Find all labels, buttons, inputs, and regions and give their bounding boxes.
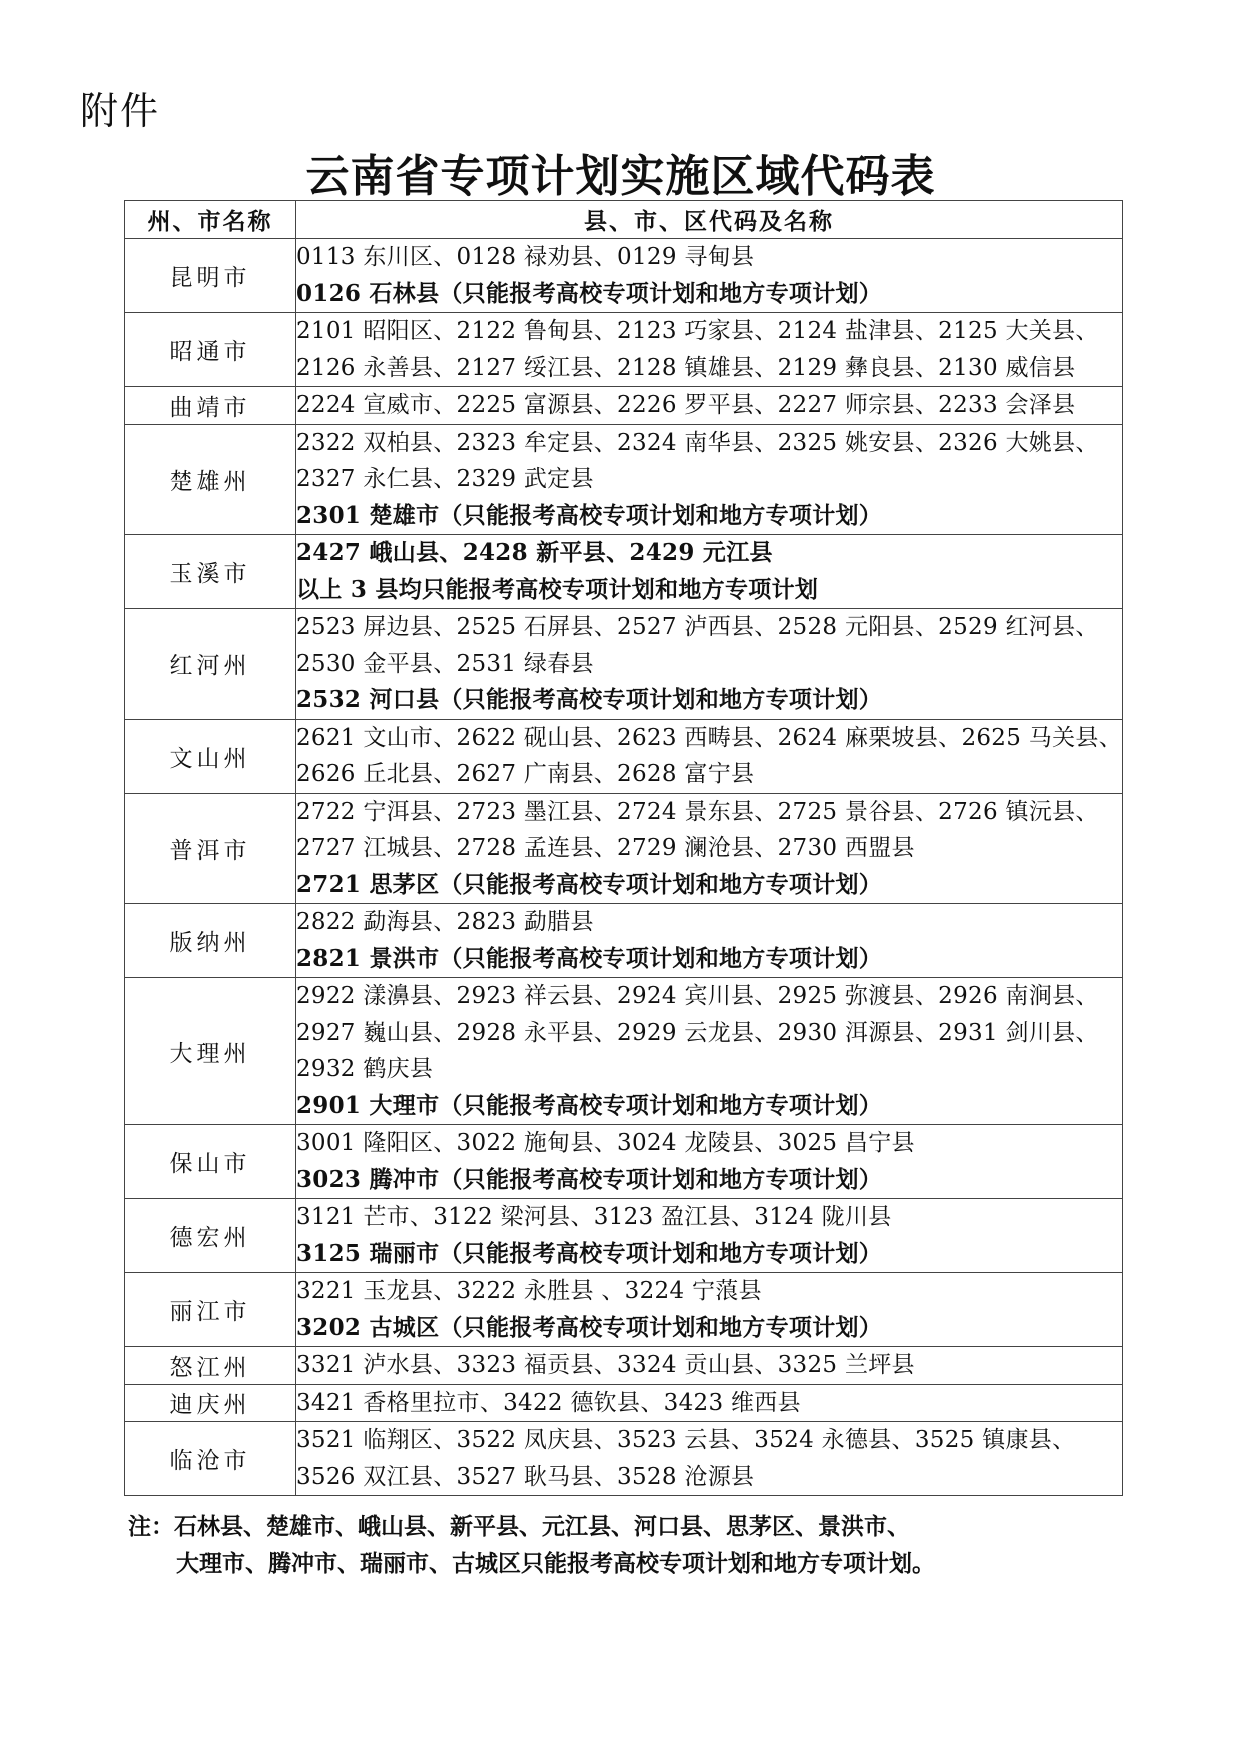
county-code-line: 0113 东川区、0128 禄劝县、0129 寻甸县	[295, 244, 755, 270]
county-code-line: 2727 江城县、2728 孟连县、2729 澜沧县、2730 西盟县	[295, 835, 915, 861]
county-code-line: 2621 文山市、2622 砚山县、2623 西畴县、2624 麻栗坡县、2625 马关县、	[295, 724, 1122, 751]
table-row	[125, 719, 1123, 793]
table-row	[125, 1273, 1123, 1347]
county-code-line: 2932 鹤庆县	[295, 1056, 434, 1082]
prefecture-name: 大理州	[125, 978, 296, 1125]
table-body	[125, 239, 1123, 1496]
prefecture-name: 昭通市	[125, 313, 296, 387]
special-plan-line: 3125 瑞丽市（只能报考高校专项计划和地方专项计划）	[295, 1239, 883, 1267]
county-codes-cell	[295, 1273, 1122, 1347]
county-code-line: 2126 永善县、2127 绥江县、2128 镇雄县、2129 彝良县、2130 威信县	[295, 354, 1076, 381]
prefecture-name: 保山市	[125, 1125, 296, 1199]
special-plan-line: 3023 腾冲市（只能报考高校专项计划和地方专项计划）	[295, 1165, 883, 1193]
prefecture-name: 普洱市	[125, 793, 296, 904]
county-code-line: 2327 永仁县、2329 武定县	[295, 466, 594, 492]
table-row	[125, 609, 1123, 720]
prefecture-name: 临沧市	[125, 1422, 296, 1496]
county-code-line: 3321 泸水县、3323 福贡县、3324 贡山县、3325 兰坪县	[295, 1352, 915, 1378]
county-code-line: 2927 巍山县、2928 永平县、2929 云龙县、2930 洱源县、2931 剑川县、	[295, 1019, 1099, 1046]
prefecture-name: 昆明市	[125, 239, 296, 313]
table-row	[125, 793, 1123, 904]
county-code-line: 2523 屏边县、2525 石屏县、2527 泸西县、2528 元阳县、2529 红河县、	[295, 614, 1099, 640]
county-code-line: 3121 芒市、3122 梁河县、3123 盈江县、3124 陇川县	[295, 1204, 892, 1230]
table-row	[125, 1384, 1123, 1422]
prefecture-name: 德宏州	[125, 1199, 296, 1273]
page-title: 云南省专项计划实施区域代码表	[305, 151, 936, 202]
county-codes-cell	[295, 1347, 1122, 1385]
prefecture-name: 文山州	[125, 719, 296, 793]
prefecture-name: 丽江市	[125, 1273, 296, 1347]
special-plan-line: 以上 3 县均只能报考高校专项计划和地方专项计划	[295, 575, 819, 603]
county-codes-cell	[295, 793, 1122, 904]
county-code-line: 2530 金平县、2531 绿春县	[295, 650, 594, 677]
county-code-line: 2322 双柏县、2323 牟定县、2324 南华县、2325 姚安县、2326 大姚县、	[295, 429, 1099, 456]
special-plan-line: 2427 峨山县、2428 新平县、2429 元江县	[295, 539, 773, 566]
table-row	[125, 313, 1123, 387]
county-codes-cell	[295, 978, 1122, 1125]
county-code-line: 3526 双江县、3527 耿马县、3528 沧源县	[295, 1463, 755, 1490]
table-row	[125, 239, 1123, 313]
special-plan-line: 2821 景洪市（只能报考高校专项计划和地方专项计划）	[295, 944, 883, 972]
county-codes-cell	[295, 535, 1122, 609]
prefecture-name: 怒江州	[125, 1347, 296, 1385]
table-row	[125, 904, 1123, 978]
county-code-line: 3221 玉龙县、3222 永胜县 、3224 宁蒗县	[295, 1278, 762, 1304]
county-code-line: 3421 香格里拉市、3422 德钦县、3423 维西县	[295, 1389, 801, 1416]
table-header-row	[125, 201, 1123, 239]
county-codes-cell	[295, 1422, 1122, 1496]
county-codes-cell	[295, 313, 1122, 387]
county-code-line: 2722 宁洱县、2723 墨江县、2724 景东县、2725 景谷县、2726 镇沅县、	[295, 798, 1099, 825]
prefecture-name: 迪庆州	[125, 1384, 296, 1422]
county-codes-cell	[295, 1125, 1122, 1199]
column-header-prefecture: 州、市名称	[125, 201, 296, 239]
special-plan-line: 2301 楚雄市（只能报考高校专项计划和地方专项计划）	[295, 501, 883, 529]
county-code-line: 2224 宣威市、2225 富源县、2226 罗平县、2227 师宗县、2233 会泽县	[295, 392, 1076, 418]
footnote	[128, 1508, 935, 1582]
table-row	[125, 1199, 1123, 1273]
table-row	[125, 387, 1123, 425]
region-code-table	[124, 200, 1123, 1496]
footnote-line-2: 大理市、腾冲市、瑞丽市、古城区只能报考高校专项计划和地方专项计划。	[176, 1550, 935, 1577]
table-row	[125, 1347, 1123, 1385]
table-row	[125, 1422, 1123, 1496]
special-plan-line: 2901 大理市（只能报考高校专项计划和地方专项计划）	[295, 1091, 883, 1119]
county-codes-cell	[295, 609, 1122, 720]
county-code-line: 2626 丘北县、2627 广南县、2628 富宁县	[295, 761, 755, 787]
county-code-line: 3521 临翔区、3522 凤庆县、3523 云县、3524 永德县、3525 镇康县、	[295, 1427, 1076, 1453]
county-codes-cell	[295, 1384, 1122, 1422]
county-code-line: 2822 勐海县、2823 勐腊县	[295, 909, 594, 935]
prefecture-name: 曲靖市	[125, 387, 296, 425]
special-plan-line: 2721 思茅区（只能报考高校专项计划和地方专项计划）	[295, 870, 883, 898]
county-codes-cell	[295, 424, 1122, 535]
county-codes-cell	[295, 239, 1122, 313]
county-codes-cell	[295, 1199, 1122, 1273]
county-code-line: 2922 漾濞县、2923 祥云县、2924 宾川县、2925 弥渡县、2926 南涧县、	[295, 983, 1099, 1009]
prefecture-name: 红河州	[125, 609, 296, 720]
attachment-label: 附件	[80, 89, 161, 133]
footnote-line-1: 注：石林县、楚雄市、峨山县、新平县、元江县、河口县、思茅区、景洪市、	[128, 1513, 910, 1540]
special-plan-line: 2532 河口县（只能报考高校专项计划和地方专项计划）	[295, 686, 883, 713]
special-plan-line: 0126 石林县（只能报考高校专项计划和地方专项计划）	[295, 279, 883, 307]
table-row	[125, 978, 1123, 1125]
table-row	[125, 1125, 1123, 1199]
county-codes-cell	[295, 719, 1122, 793]
prefecture-name: 楚雄州	[125, 424, 296, 535]
prefecture-name: 版纳州	[125, 904, 296, 978]
prefecture-name: 玉溪市	[125, 535, 296, 609]
county-code-line: 3001 隆阳区、3022 施甸县、3024 龙陵县、3025 昌宁县	[295, 1130, 915, 1156]
table-row	[125, 424, 1123, 535]
county-code-line: 2101 昭阳区、2122 鲁甸县、2123 巧家县、2124 盐津县、2125 大关县、	[295, 318, 1099, 344]
column-header-county-codes: 县、市、区代码及名称	[295, 201, 1122, 239]
special-plan-line: 3202 古城区（只能报考高校专项计划和地方专项计划）	[295, 1313, 883, 1341]
county-codes-cell	[295, 387, 1122, 425]
table-row	[125, 535, 1123, 609]
county-codes-cell	[295, 904, 1122, 978]
